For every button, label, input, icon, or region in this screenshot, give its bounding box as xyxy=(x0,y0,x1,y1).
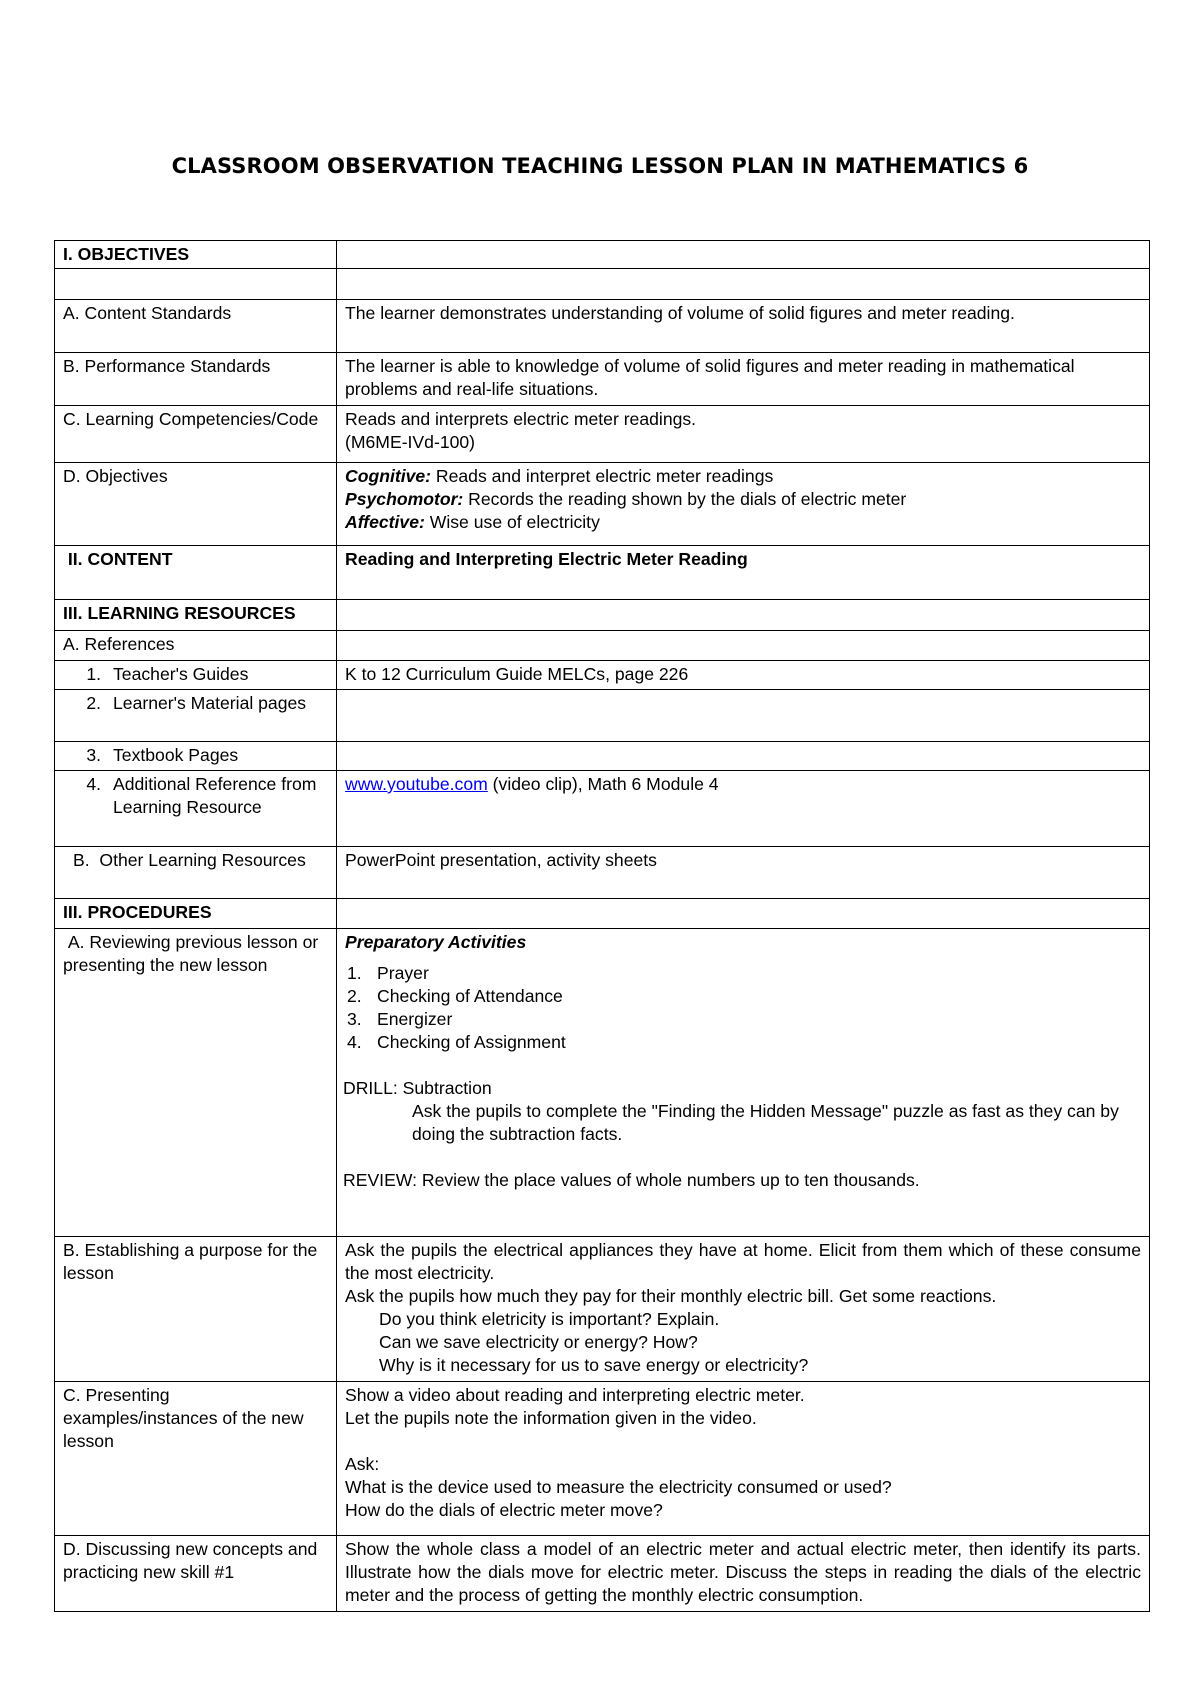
psychomotor-text: Records the reading shown by the dials of electric meter xyxy=(463,489,907,509)
cognitive-objective xyxy=(345,465,1141,488)
other-resources-value: PowerPoint presentation, activity sheets xyxy=(337,847,1150,899)
table-row xyxy=(55,661,1150,690)
preparatory-title: Preparatory Activities xyxy=(345,932,527,952)
drill-text: Ask the pupils to complete the "Finding the Hidden Message" puzzle as fast as they can by doing the subtraction facts. xyxy=(412,1101,1119,1144)
drill-label: DRILL: Subtraction xyxy=(343,1078,492,1098)
page-title: CLASSROOM OBSERVATION TEACHING LESSON PLAN IN MATHEMATICS 6 xyxy=(171,154,1029,178)
cognitive-text: Reads and interpret electric meter readings xyxy=(431,466,774,486)
list-item: 4. Checking of Assignment xyxy=(347,1032,566,1052)
reference-label: Teacher's Guides xyxy=(113,664,249,684)
empty-cell xyxy=(337,899,1150,929)
competencies-code: (M6ME-IVd-100) xyxy=(345,432,476,452)
reference-item xyxy=(55,742,337,771)
table-row xyxy=(55,406,1150,463)
table-row xyxy=(55,1382,1150,1536)
affective-label: Affective: xyxy=(345,512,425,532)
cognitive-label: Cognitive: xyxy=(345,466,432,486)
purpose-question: Why is it necessary for us to save energy or electricity? xyxy=(379,1355,809,1375)
procedure-b-cell xyxy=(337,1237,1150,1382)
psychomotor-objective xyxy=(345,488,1141,511)
list-item: 2. Checking of Attendance xyxy=(347,986,563,1006)
competencies-text: Reads and interprets electric meter readings. xyxy=(345,409,697,429)
table-row xyxy=(55,929,1150,1237)
preparatory-list xyxy=(343,962,1141,1054)
content-standards-text: The learner demonstrates understanding of volume of solid figures and meter reading. xyxy=(337,300,1150,353)
competencies-label: C. Learning Competencies/Code xyxy=(55,406,337,463)
empty-cell xyxy=(337,631,1150,661)
purpose-line-2: Ask the pupils how much they pay for their monthly electric bill. Get some reactions. xyxy=(345,1286,997,1306)
reference-label: Textbook Pages xyxy=(113,745,239,765)
lesson-plan-table xyxy=(54,240,1150,1612)
presenting-line-1: Show a video about reading and interpreting electric meter. xyxy=(345,1385,805,1405)
table-row xyxy=(55,269,1150,300)
content-standards-label: A. Content Standards xyxy=(55,300,337,353)
content-text: Reading and Interpreting Electric Meter Reading xyxy=(337,546,1150,600)
purpose-question: Do you think eletricity is important? Explain. xyxy=(379,1309,720,1329)
other-resources-label xyxy=(55,847,337,899)
table-row xyxy=(55,241,1150,269)
table-row xyxy=(55,771,1150,847)
table-row xyxy=(55,353,1150,406)
empty-cell xyxy=(337,241,1150,269)
reference-number: 1. xyxy=(86,664,101,684)
reference-item xyxy=(55,661,337,690)
reference-item xyxy=(55,771,337,847)
procedure-d-text: Show the whole class a model of an electric meter and actual electric meter, then identify its parts. Illustrate how the dials move for electric meter. Discuss the steps in reading the dials of the electric meter and the process of getting the monthly electric consumption. xyxy=(337,1536,1150,1612)
reference-label: Additional Reference from Learning Resource xyxy=(113,774,317,817)
procedures-heading: III. PROCEDURES xyxy=(55,899,337,929)
reference-value: (video clip), Math 6 Module 4 xyxy=(487,774,719,794)
references-label: A. References xyxy=(55,631,337,661)
procedure-c-label: C. Presenting examples/instances of the new lesson xyxy=(55,1382,337,1536)
procedure-a-cell xyxy=(337,929,1150,1237)
review-text: REVIEW: Review the place values of whole numbers up to ten thousands. xyxy=(343,1170,920,1190)
presenting-line-2: Let the pupils note the information given in the video. xyxy=(345,1408,757,1428)
purpose-line-1: Ask the pupils the electrical appliances they have at home. Elicit from them which of these consume the most electricity. xyxy=(345,1240,1141,1283)
procedure-b-label: B. Establishing a purpose for the lesson xyxy=(55,1237,337,1382)
competencies-cell xyxy=(337,406,1150,463)
table-row xyxy=(55,1237,1150,1382)
reference-number: 3. xyxy=(86,745,101,765)
performance-standards-text: The learner is able to knowledge of volume of solid figures and meter reading in mathematical problems and real-life situations. xyxy=(337,353,1150,406)
table-row xyxy=(55,631,1150,661)
reference-label: Learner's Material pages xyxy=(113,693,307,713)
ask-label: Ask: xyxy=(345,1454,380,1474)
reference-value xyxy=(337,690,1150,742)
objectives-label: D. Objectives xyxy=(55,463,337,546)
list-item: 1. Prayer xyxy=(347,963,429,983)
table-row xyxy=(55,847,1150,899)
reference-value-cell xyxy=(337,771,1150,847)
youtube-link[interactable]: www.youtube.com xyxy=(345,774,488,794)
presenting-question: How do the dials of electric meter move? xyxy=(345,1500,663,1520)
list-item: 3. Energizer xyxy=(347,1009,453,1029)
presenting-question: What is the device used to measure the electricity consumed or used? xyxy=(345,1477,892,1497)
reference-number: 4. xyxy=(86,774,101,794)
reference-item xyxy=(55,690,337,742)
table-row xyxy=(55,300,1150,353)
table-row xyxy=(55,690,1150,742)
empty-cell xyxy=(55,269,337,300)
affective-objective xyxy=(345,511,1141,534)
procedure-c-cell xyxy=(337,1382,1150,1536)
objectives-heading: I. OBJECTIVES xyxy=(55,241,337,269)
reference-value: K to 12 Curriculum Guide MELCs, page 226 xyxy=(337,661,1150,690)
empty-cell xyxy=(337,600,1150,631)
affective-text: Wise use of electricity xyxy=(424,512,600,532)
table-row xyxy=(55,899,1150,929)
psychomotor-label: Psychomotor: xyxy=(345,489,464,509)
procedure-d-label: D. Discussing new concepts and practicing new skill #1 xyxy=(55,1536,337,1612)
table-row xyxy=(55,1536,1150,1612)
table-row xyxy=(55,546,1150,600)
empty-cell xyxy=(337,269,1150,300)
reference-value xyxy=(337,742,1150,771)
other-resources-label-text: B. Other Learning Resources xyxy=(73,850,306,870)
objectives-cell xyxy=(337,463,1150,546)
table-row xyxy=(55,742,1150,771)
reference-number: 2. xyxy=(86,693,101,713)
table-row xyxy=(55,463,1150,546)
purpose-question: Can we save electricity or energy? How? xyxy=(379,1332,698,1352)
procedure-a-label: A. Reviewing previous lesson or presenting the new lesson xyxy=(55,929,337,1237)
resources-heading: III. LEARNING RESOURCES xyxy=(55,600,337,631)
table-row xyxy=(55,600,1150,631)
content-heading: II. CONTENT xyxy=(55,546,337,600)
performance-standards-label: B. Performance Standards xyxy=(55,353,337,406)
